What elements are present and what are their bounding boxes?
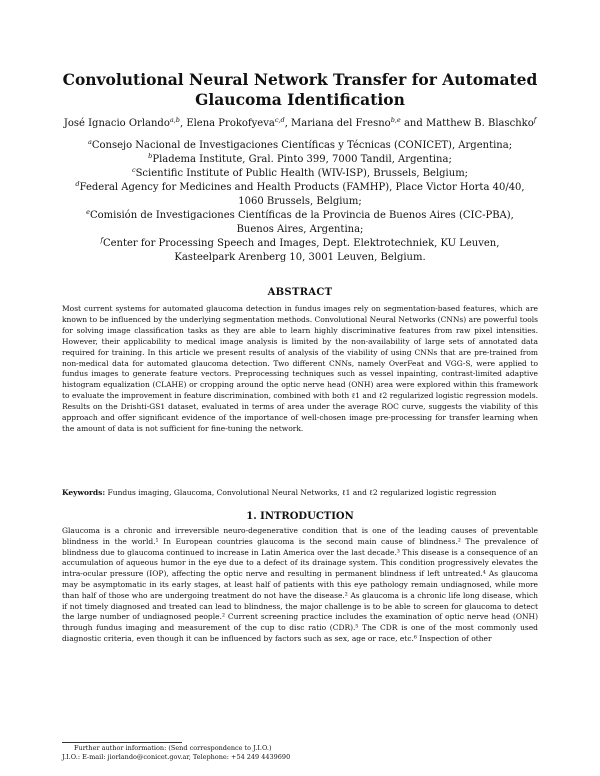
footnote-line-1: Further author information: (Send correspondence to J.I.O.)	[74, 744, 272, 752]
author-list	[40, 117, 560, 130]
affiliation-continued: 1060 Brussels, Belgium;	[238, 196, 362, 207]
paper-title	[60, 70, 540, 110]
affiliation: $^e$Comisión de Investigaciones Científicas de la Provincia de Buenos Aires (CIC-PBA),	[86, 208, 514, 221]
abstract-text: Most current systems for automated glaucoma detection in fundus images rely on segmentation-based features, which are known to be influenced by the underlying segmentation methods. Convolutional Neural Networks (CNNs) are powerful tools for solving image classification tasks as they are able to learn highly discriminative features from raw pixel intensities. However, their applicability to medical image analysis is limited by the non-availability of large sets of annotated data required for training. In this article we present results of analysis of the viability of using CNNs that are pre-trained from non-medical data for automated glaucoma detection. Two different CNNs, namely OverFeat and VGG-S, were applied to fundus images to generate feature vectors. Preprocessing techniques such as vessel inpainting, contrast-limited adaptive histogram equalization (CLAHE) or cropping around the optic nerve head (ONH) area were explored within this framework to evaluate the improvement in feature discrimination, combined with both ℓ1 and ℓ2 regularized logistic regression models. Results on the Drishti-GS1 dataset, evaluated in terms of area under the average ROC curve, suggests the viability of this approach and offer significant evidence of the importance of well-chosen image pre-processing for transfer learning when the amount of data is not sufficient for fine-tuning the network.	[62, 304, 538, 433]
affiliation: $^f$Center for Processing Speech and Images, Dept. Elektrotechniek, KU Leuven,	[100, 236, 500, 249]
affiliation: $^a$Consejo Nacional de Investigaciones Científicas y Técnicas (CONICET), Argentina;	[87, 138, 513, 151]
title-line-2: Glaucoma Identification	[195, 90, 405, 109]
keywords	[62, 488, 538, 498]
affiliation-continued: Buenos Aires, Argentina;	[236, 224, 364, 235]
introduction-text: Glaucoma is a chronic and irreversible neuro-degenerative condition that is one of the leading causes of preventable blindness in the world.¹ In European countries glaucoma is the second main cause of blindness.² The prevalence of blindness due to glaucoma continued to increase in Latin America over the last decade.³ This disease is a consequence of an accumulation of aqueous humor in the eye due to a defect of its drainage system. This condition progressively elevates the intra-ocular pressure (IOP), affecting the optic nerve and resulting in permanent blindness if left untreated.⁴ As glaucoma may be asymptomatic in its early stages, at least half of patients with this eye pathology remain undiagnosed, while more than half of those who are undergoing treatment do not have the disease.² As glaucoma is a chronic life long disease, which if not timely diagnosed and treated can lead to blindness, the major challenge is to be able to screen for glaucoma to detect the large number of undiagnosed people.² Current screening practice includes the examination of optic nerve head (ONH) through fundus imaging and measurement of the cup to disc ratio (CDR).⁵ The CDR is one of the most commonly used diagnostic criteria, even though it can be influenced by factors such as sex, age or race, etc.⁶ Inspection of other	[62, 526, 538, 643]
affiliation: $^b$Pladema Institute, Gral. Pinto 399, 7000 Tandil, Argentina;	[148, 152, 452, 165]
author: Elena Prokofyeva$^{c,d}$,	[186, 116, 292, 129]
affiliation: $^d$Federal Agency for Medicines and Health Products (FAMHP), Place Victor Horta 40/40,	[75, 180, 525, 193]
footnote-line-2: J.I.O.: E-mail: jiorlando@conicet.gov.ar, Telephone: +54 249 4439690	[62, 753, 291, 761]
author: José Ignacio Orlando$^{a,b}$,	[63, 116, 187, 129]
abstract-heading: ABSTRACT	[267, 287, 333, 298]
author: Mariana del Fresno$^{b,e}$ and	[291, 116, 426, 129]
affiliation: $^c$Scientific Institute of Public Health (WIV-ISP), Brussels, Belgium;	[131, 166, 469, 179]
footnote	[62, 744, 538, 762]
title-line-1: Convolutional Neural Network Transfer for Automated	[62, 70, 538, 89]
keywords-text: Fundus imaging, Glaucoma, Convolutional Neural Networks, ℓ1 and ℓ2 regularized logistic regression	[107, 488, 497, 497]
author: Matthew B. Blaschko$^f$	[425, 116, 537, 129]
footnote-rule	[62, 742, 182, 743]
affiliation-continued: Kasteelpark Arenberg 10, 3001 Leuven, Belgium.	[174, 252, 426, 263]
section-heading-introduction: 1. INTRODUCTION	[246, 511, 354, 522]
keywords-label: Keywords:	[62, 488, 106, 497]
affiliation-list	[60, 139, 540, 265]
